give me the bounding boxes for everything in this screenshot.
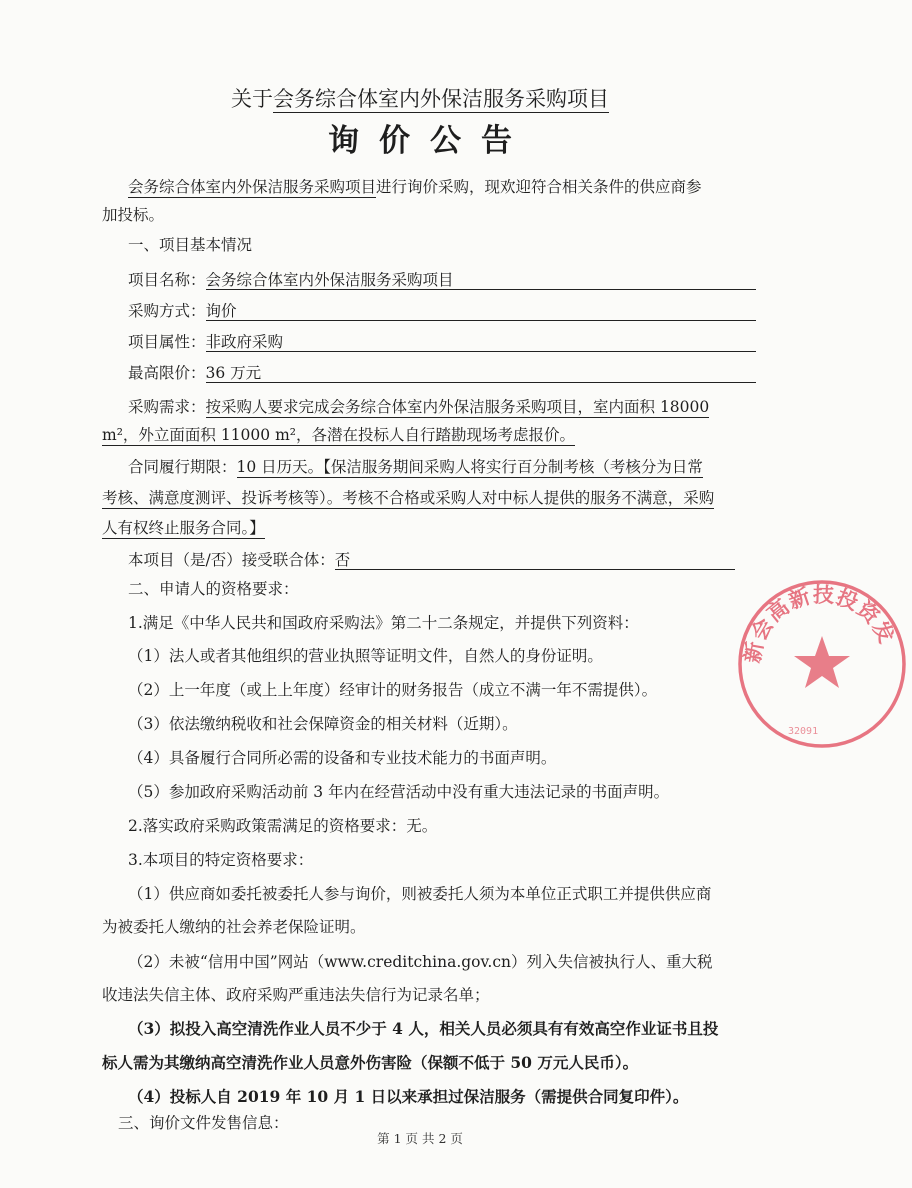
specific-req-2-line-1: （2）未被“信用中国”网站（www.creditchina.gov.cn）列入失信被执行人、重大税: [128, 953, 713, 971]
max-price-value: 36 万元: [205, 364, 262, 382]
company-seal-stamp: [732, 574, 912, 754]
title-prefix: 关于: [231, 87, 273, 111]
consortium-value: 否: [334, 551, 351, 569]
project-attribute-row: 项目属性：非政府采购: [128, 331, 756, 353]
seal-ring-text: 新会高新技投资发: [740, 582, 900, 665]
procurement-demand-line-1: 采购需求：按采购人要求完成会务综合体室内外保洁服务采购项目，室内面积 18000: [128, 398, 710, 416]
notice-heading: 询价公告: [328, 123, 532, 159]
requirement-1-sub-1: （1）法人或者其他组织的营业执照等证明文件，自然人的身份证明。: [128, 647, 603, 665]
project-name-row: 项目名称：会务综合体室内外保洁服务采购项目: [128, 269, 756, 291]
specific-req-4: （4）投标人自 2019 年 10 月 1 日以来承担过保洁服务（需提供合同复印件）。: [128, 1087, 689, 1106]
section-3-heading: 三、询价文件发售信息：: [118, 1114, 289, 1132]
requirement-1-sub-5: （5）参加政府采购活动前 3 年内在经营活动中没有重大违法记录的书面声明。: [128, 783, 670, 801]
seal-star-icon: [794, 636, 850, 688]
procurement-demand-line-2: m²，外立面面积 11000 m²，各潜在投标人自行踏勘现场考虑报价。: [102, 426, 575, 444]
intro-project-name: 会务综合体室内外保洁服务采购项目: [128, 178, 377, 196]
procurement-method-value: 询价: [205, 302, 237, 320]
specific-req-1-line-2: 为被委托人缴纳的社会养老保险证明。: [102, 918, 366, 936]
intro-line-1: 会务综合体室内外保洁服务采购项目进行询价采购，现欢迎符合相关条件的供应商参: [128, 178, 702, 196]
specific-req-2-line-2: 收违法失信主体、政府采购严重违法失信行为记录名单；: [102, 986, 490, 1004]
page-footer: 第 1 页 共 2 页: [377, 1131, 463, 1146]
specific-req-3-line-1: （3）拟投入高空清洗作业人员不少于 4 人，相关人员必须具有有效高空作业证书且投: [128, 1019, 719, 1038]
requirement-2: 2.落实政府采购政策需满足的资格要求：无。: [128, 817, 438, 835]
project-attribute-value: 非政府采购: [205, 333, 284, 351]
consortium-row: 本项目（是/否）接受联合体：否: [128, 549, 735, 571]
title-project-name: 会务综合体室内外保洁服务采购项目: [273, 87, 609, 111]
max-price-row: 最高限价：36 万元: [128, 362, 756, 384]
procurement-method-row: 采购方式：询价: [128, 300, 756, 322]
seal-number: 32091: [788, 726, 819, 737]
requirement-3: 3.本项目的特定资格要求：: [128, 851, 314, 869]
document-title: [0, 84, 840, 114]
svg-text:新会高新技投资发: [740, 583, 899, 665]
section-2-heading: 二、申请人的资格要求：: [128, 580, 299, 598]
requirement-1-sub-3: （3）依法缴纳税收和社会保障资金的相关材料（近期）。: [128, 715, 518, 733]
requirement-1: 1.满足《中华人民共和国政府采购法》第二十二条规定，并提供下列资料：: [128, 614, 639, 632]
requirement-1-sub-2: （2）上一年度（或上上年度）经审计的财务报告（成立不满一年不需提供）。: [128, 681, 658, 699]
specific-req-3-line-2: 标人需为其缴纳高空清洗作业人员意外伤害险（保额不低于 50 万元人民币）。: [102, 1053, 639, 1072]
contract-term-line-3: 人有权终止服务合同。】: [102, 519, 265, 537]
project-name-value: 会务综合体室内外保洁服务采购项目: [205, 271, 454, 289]
contract-term-line-1: 合同履行期限：10 日历天。【保洁服务期间采购人将实行百分制考核（考核分为日常: [128, 458, 703, 476]
intro-line-2: 加投标。: [102, 206, 165, 224]
specific-req-1-line-1: （1）供应商如委托被委托人参与询价，则被委托人须为本单位正式职工并提供供应商: [128, 885, 712, 903]
contract-term-line-2: 考核、满意度测评、投诉考核等）。考核不合格或采购人对中标人提供的服务不满意，采购: [102, 489, 715, 507]
requirement-1-sub-4: （4）具备履行合同所必需的设备和专业技术能力的书面声明。: [128, 749, 557, 767]
section-1-heading: 一、项目基本情况: [128, 236, 253, 254]
